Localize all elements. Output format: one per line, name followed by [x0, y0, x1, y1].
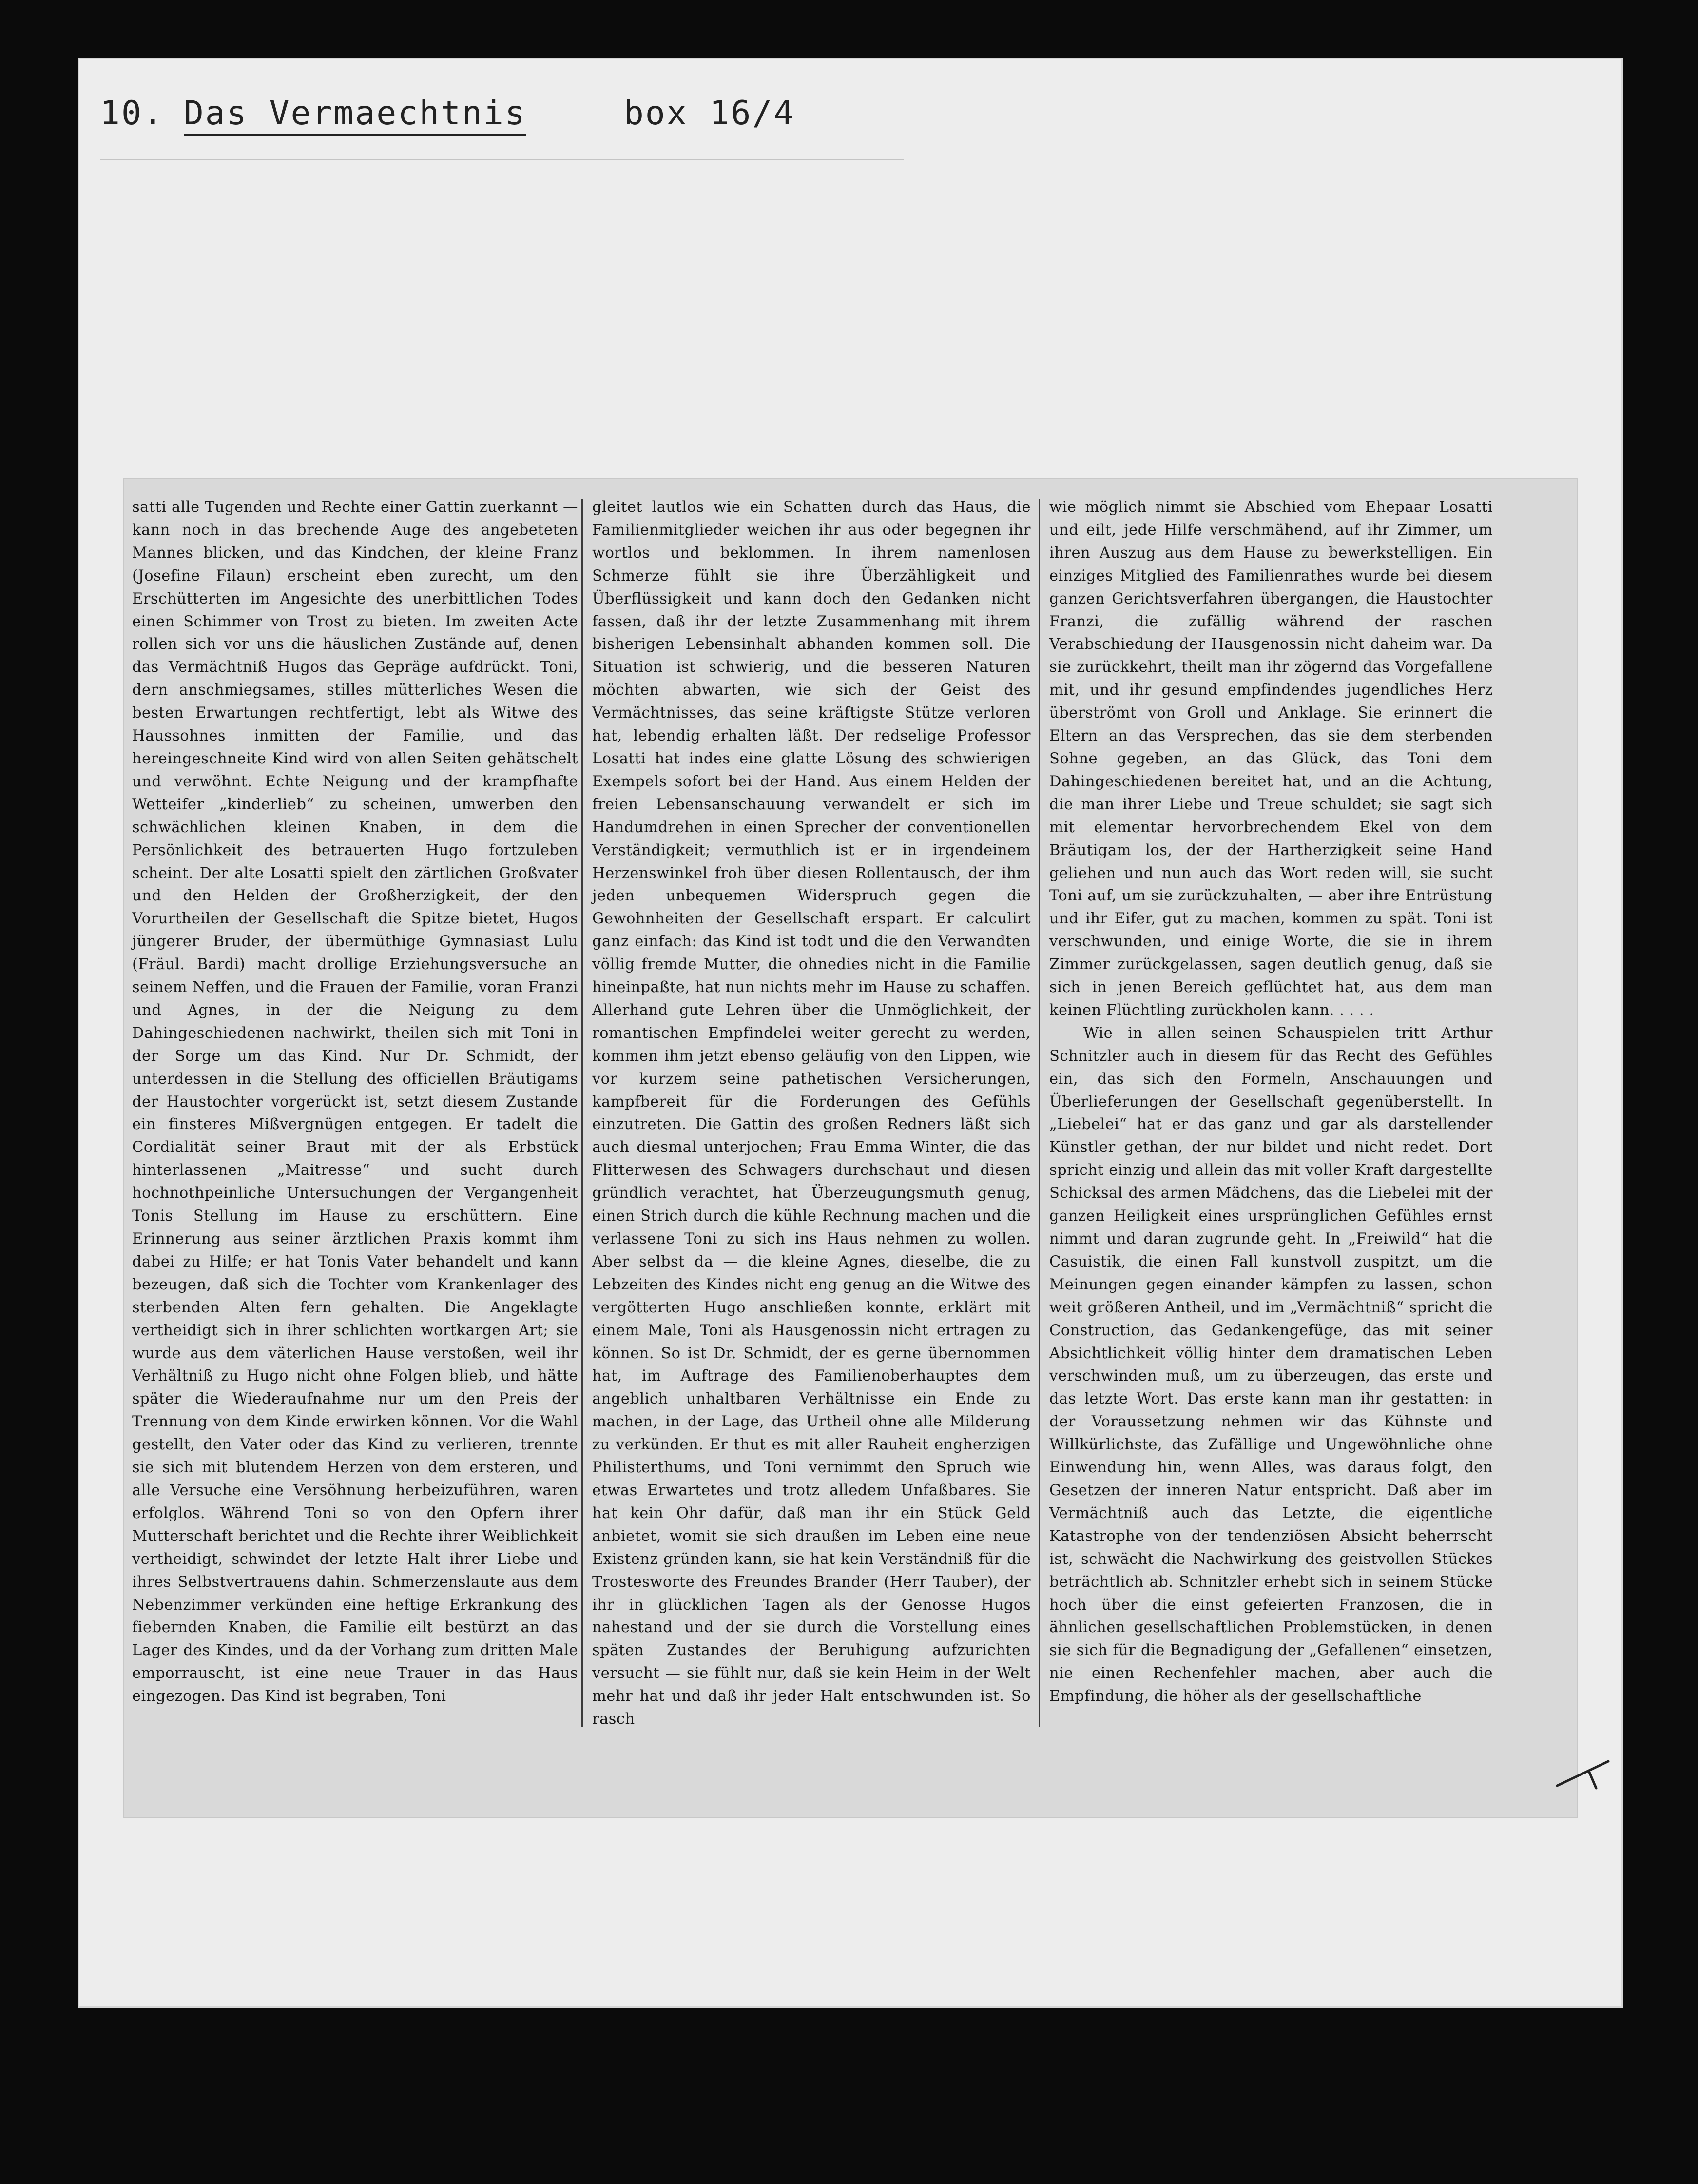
folder-number: 10.: [100, 94, 164, 133]
article-column-2: [592, 496, 1031, 1731]
column-1-paragraph-1: satti alle Tugenden und Rechte einer Gattin zuerkannt — kann noch in das brechende Auge des angebeteten Mannes blicken, und das Kindchen, der kleine Franz (Josefine Filaun) erscheint eben zurecht, um den Erschütterten im Angesichte des unerbittlichen Todes einen Schimmer von Trost zu bieten. Im zweiten Acte rollen sich vor uns die häuslichen Zustände auf, denen das Vermächtniß Hugos das Gepräge aufdrückt. Toni, dern anschmiegsames, stilles mütterliches Wesen die besten Erwartungen rechtfertigt, lebt als Witwe des Haussohnes inmitten der Familie, und das hereingeschneite Kind wird von allen Seiten gehätschelt und verwöhnt. Echte Neigung und der krampfhafte Wetteifer „kinderlieb“ zu scheinen, umwerben den schwächlichen kleinen Knaben, in dem die Persönlichkeit des betrauerten Hugo fortzuleben scheint. Der alte Losatti spielt den zärtlichen Großvater und den Helden der Großherzigkeit, der den Vorurtheilen der Gesellschaft die Spitze bietet, Hugos jüngerer Bruder, der übermüthige Gymnasiast Lulu (Fräul. Bardi) macht drollige Erziehungsversuche an seinem Neffen, und die Frauen der Familie, voran Franzi und Agnes, in der die Neigung zu dem Dahingeschiedenen nachwirkt, theilen sich mit Toni in der Sorge um das Kind. Nur Dr. Schmidt, der unterdessen in die Stellung des officiellen Bräutigams der Haustochter vorgerückt ist, setzt diesem Zustande ein finsteres Mißvergnügen entgegen. Er tadelt die Cordialität seiner Braut mit der als Erbstück hinterlassenen „Maitresse“ und sucht durch hochnothpeinliche Untersuchungen der Vergangenheit Tonis Stellung im Hause zu erschüttern. Eine Erinnerung aus seiner ärztlichen Praxis kommt ihm dabei zu Hilfe; er hat Tonis Vater behandelt und kann bezeugen, daß sich die Tochter vom Krankenlager des sterbenden Alten fern gehalten. Die Angeklagte vertheidigt sich in ihrer schlichten wortkargen Art; sie wurde aus dem väterlichen Hause verstoßen, weil ihr Verhältniß zu Hugo nicht ohne Folgen blieb, und hätte später die Wiederaufnahme nur um den Preis der Trennung von dem Kinde erwirken können. Vor die Wahl gestellt, den Vater oder das Kind zu verlieren, trennte sie sich mit blutendem Herzen von dem ersteren, und alle Versuche eine Versöhnung herbeizuführen, waren erfolglos. Während Toni so von den Opfern ihrer Mutterschaft berichtet und die Rechte ihrer Weiblichkeit vertheidigt, schwindet der letzte Halt ihrer Liebe und ihres Selbstvertrauens dahin. Schmerzenslaute aus dem Nebenzimmer verkünden eine heftige Erkrankung des fiebernden Knaben, die Familie eilt bestürzt an das Lager des Kindes, und da der Vorhang zum dritten Male emporrauscht, ist eine neue Trauer in das Haus eingezogen. Das Kind ist begraben, Toni: [132, 499, 578, 1705]
archive-sheet: [78, 58, 1623, 2008]
column-3-paragraph-1: wie möglich nimmt sie Abschied vom Ehepaar Losatti und eilt, jede Hilfe verschmähend, auf ihr Zimmer, um ihren Auszug aus dem Hause zu bewerkstelligen. Ein einziges Mitglied des Familienrathes wurde bei diesem ganzen Gerichtsverfahren übergangen, die Haustochter Franzi, die zufällig während der raschen Verabschiedung der Hausgenossin nicht daheim war. Da sie zurückkehrt, theilt man ihr zögernd das Vorgefallene mit, und ihr gesund empfindendes jugendliches Herz überströmt von Groll und Anklage. Sie erinnert die Eltern an das Versprechen, das sie dem sterbenden Sohne gegeben, an das Glück, das Toni dem Dahingeschiedenen bereitet hat, und an die Achtung, die man ihrer Liebe und Treue schuldet; sie sagt sich mit elementar hervorbrechendem Ekel von dem Bräutigam los, der der Hartherzigkeit seine Hand geliehen und nun auch das Wort reden will, sie sucht Toni auf, um sie zurückzuhalten, — aber ihre Entrüstung und ihr Eifer, gut zu machen, kommen zu spät. Toni ist verschwunden, und einige Worte, die sie in ihrem Zimmer zurückgelassen, sagen deutlich genug, daß sie sich in jenen Bereich geflüchtet hat, aus dem man keinen Flüchtling zurückholen kann. . . . .: [1049, 499, 1493, 1019]
column-divider-2: [1039, 499, 1040, 1727]
column-3-paragraph-2: Wie in allen seinen Schauspielen tritt Arthur Schnitzler auch in diesem für das Recht des Gefühles ein, das sich den Formeln, Anschauungen und Überlieferungen der Gesellschaft gegenüberstellt. In „Liebelei“ hat er das ganz und gar als darstellender Künstler gethan, der nur bildet und nicht redet. Dort spricht einzig und allein das mit voller Kraft dargestellte Schicksal des armen Mädchens, das die Liebelei mit der ganzen Heiligkeit eines ursprünglichen Gefühles ernst nimmt und daran zugrunde geht. In „Freiwild“ hat die Casuistik, die einen Fall kunstvoll zuspitzt, um die Meinungen gegen einander kämpfen zu lassen, schon weit größeren Antheil, und im „Vermächtniß“ spricht die Construction, das Gedankengefüge, das mit seiner Absichtlichkeit völlig hinter dem dramatischen Leben verschwinden muß, um zu überzeugen, das erste und das letzte Wort. Das erste kann man ihr gestatten: in der Voraussetzung nehmen wir das Kühnste und Willkürlichste, das Zufällige und Ungewöhnliche ohne Einwendung hin, wenn Alles, was daraus folgt, den Gesetzen der inneren Natur entspricht. Daß aber im Vermächtniß auch das Letzte, die eigentliche Katastrophe von der tendenziösen Absicht beherrscht ist, schwächt die Nachwirkung des geistvollen Stückes beträchtlich ab. Schnitzler erhebt sich in seinem Stücke hoch über die einst gefeierten Franzosen, die in ähnlichen gesellschaftlichen Problemstücken, in denen sie sich für die Begnadigung der „Gefallenen“ einsetzen, nie einen Rechenfehler machen, aber auch die Empfindung, die höher als der gesellschaftliche: [1049, 1024, 1493, 1705]
header-rule: [100, 159, 904, 160]
article-column-3: [1049, 496, 1493, 1708]
box-label: box 16/4: [623, 94, 795, 133]
column-divider-1: [581, 499, 583, 1727]
pen-mark-icon: [1555, 1756, 1613, 1791]
article-column-1: [132, 496, 578, 1708]
newspaper-clipping: [124, 479, 1577, 1817]
archive-header: [100, 94, 795, 133]
folder-title: Das Vermaechtnis: [184, 94, 526, 136]
column-2-paragraph-1: gleitet lautlos wie ein Schatten durch das Haus, die Familienmitglieder weichen ihr aus oder begegnen ihr wortlos und beklommen. In ihrem namenlosen Schmerze fühlt sie ihre Überzähligkeit und Überflüssigkeit und kann doch den Gedanken nicht fassen, daß ihr der letzte Zusammenhang mit ihrem bisherigen Lebensinhalt abhanden kommen soll. Die Situation ist schwierig, und die besseren Naturen möchten abwarten, wie sich der Geist des Vermächtnisses, das seine kräftigste Stütze verloren hat, lebendig erhalten läßt. Der redselige Professor Losatti hat indes eine glatte Lösung des schwierigen Exempels sofort bei der Hand. Aus einem Helden der freien Lebensanschauung verwandelt er sich im Handumdrehen in einen Sprecher der conventionellen Verständigkeit; vermuthlich ist er in irgendeinem Herzenswinkel froh über diesen Rollentausch, der ihm jeden unbequemen Widerspruch gegen die Gewohnheiten der Gesellschaft erspart. Er calculirt ganz einfach: das Kind ist todt und die den Verwandten völlig fremde Mutter, die ohnedies nicht in die Familie hineinpaßte, hat nun nichts mehr im Hause zu schaffen. Allerhand gute Lehren über die Unmöglichkeit, der romantischen Empfindelei weiter gerecht zu werden, kommen ihm jetzt ebenso geläufig von den Lippen, wie vor kurzem seine pathetischen Versicherungen, kampfbereit für die Forderungen des Gefühls einzutreten. Die Gattin des großen Redners läßt sich auch diesmal unterjochen; Frau Emma Winter, die das Flitterwesen des Schwagers durchschaut und diesen gründlich verachtet, hat Überzeugungsmuth genug, einen Strich durch die kühle Rechnung machen und die verlassene Toni zu sich ins Haus nehmen zu wollen. Aber selbst da — die kleine Agnes, dieselbe, die zu Lebzeiten des Kindes nicht eng genug an die Witwe des vergötterten Hugo anschließen konnte, erklärt mit einem Male, Toni als Hausgenossin nicht ertragen zu können. So ist Dr. Schmidt, der es gerne übernommen hat, im Auftrage des Familienoberhauptes dem angeblich unhaltbaren Verhältnisse ein Ende zu machen, in der Lage, das Urtheil ohne alle Milderung zu verkünden. Er thut es mit aller Rauheit engherzigen Philisterthums, und Toni vernimmt den Spruch wie etwas Erwartetes und trotz alledem Unfaßbares. Sie hat kein Ohr dafür, daß man ihr ein Stück Geld anbietet, womit sie sich draußen im Leben eine neue Existenz gründen kann, sie hat kein Verständniß für die Trostesworte des Freundes Brander (Herr Tauber), der ihr in glücklichen Tagen als der Genosse Hugos nahestand und der sie durch die Vorstellung eines späten Zustandes der Beruhigung aufzurichten versucht — sie fühlt nur, daß sie kein Heim in der Welt mehr hat und daß ihr jeder Halt entschwunden ist. So rasch: [592, 499, 1031, 1728]
